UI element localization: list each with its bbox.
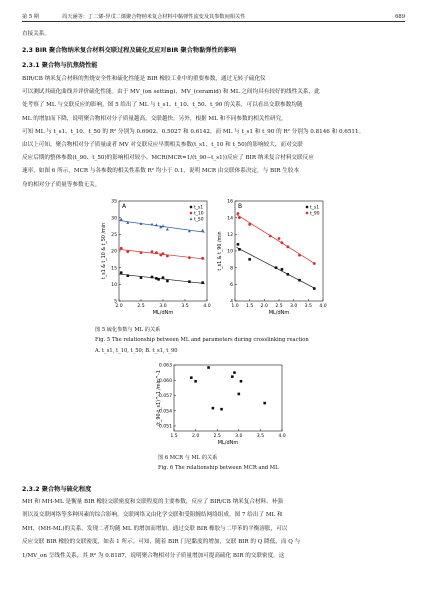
paragraph-line: ML 的增加而下降，说明聚合物相对分子质量越高，交联越快。另外，根据 ML 和不同参数的相关性研究， <box>22 115 287 122</box>
data-point <box>151 250 154 253</box>
x-tick-label: 4.0 <box>278 434 286 439</box>
data-point <box>298 279 301 282</box>
data-point <box>162 224 165 227</box>
figure-6-chart <box>138 362 288 450</box>
data-point <box>207 366 210 369</box>
panel-label: A <box>122 203 127 210</box>
data-point <box>155 251 158 254</box>
data-point <box>201 281 204 284</box>
paragraph-line: 剂以及交联网络等多种因素的综合影响。交联网络又由化学交联和受阻缠结网络组成，图 7 给出了 ML 和 <box>22 512 283 519</box>
panel-label: B <box>238 203 243 210</box>
paragraph-line: MH、(MH-ML)的关系，发现二者均随 ML 的增加而增加。通过交联 BIR 橡胶与二甲苯的平衡溶胀，可以 <box>22 525 288 532</box>
data-point <box>201 257 204 260</box>
header-rule <box>22 21 405 22</box>
y-tick-label: 0.051 <box>158 424 172 430</box>
data-point <box>162 276 165 279</box>
issue-number: 第 5 期 <box>22 14 39 20</box>
y-tick-label: 20 <box>111 249 117 255</box>
legend-marker <box>190 212 193 215</box>
x-tick-label: 1.0 <box>231 304 239 309</box>
figure-5 <box>95 197 327 322</box>
legend-label: t_s1 <box>194 205 203 211</box>
data-point <box>298 254 301 257</box>
data-point <box>120 218 123 221</box>
x-axis-label: ML/dNm <box>152 310 174 316</box>
fit-line <box>236 214 315 264</box>
x-tick-label: 1.5 <box>246 304 254 309</box>
legend-label: t_s1 <box>310 205 319 211</box>
data-point <box>151 223 154 226</box>
figure-5-panel-b <box>211 197 327 322</box>
paragraph-line: 反应交联 BIR 橡胶的交联密度，如表 1 所示。可知，随着 BIR 门尼黏度的增加，交联 BIR 的 Q 降低，而 Q 与 <box>22 539 301 546</box>
figure-5-caption-panels: A. t_s1, t_10, t_50; B. t_s1, t_90 <box>95 348 178 354</box>
data-point <box>286 245 289 248</box>
figure-5-caption-cn: 图 5 硫化参数与 ML 的关系 <box>95 327 161 333</box>
data-point <box>140 251 143 254</box>
data-point <box>140 276 143 279</box>
page-number: 689 <box>395 14 405 20</box>
data-point <box>313 287 316 290</box>
y-axis-label: (t_90-t_s1)^-1 /min^-1 <box>157 370 162 426</box>
data-point <box>126 250 129 253</box>
legend-marker <box>190 206 192 208</box>
data-point <box>220 408 223 411</box>
legend-label: t_90 <box>310 211 320 217</box>
data-point <box>166 255 169 258</box>
y-tick-label: 25 <box>111 232 117 238</box>
figure-6 <box>138 362 288 450</box>
data-point <box>194 380 197 383</box>
legend-marker <box>306 212 309 215</box>
figure-6-caption-en: Fig. 6 The relationship between MCR and ML <box>158 465 279 471</box>
running-header <box>22 8 405 20</box>
data-point <box>166 280 169 283</box>
x-tick-label: 4.0 <box>203 304 211 309</box>
data-point <box>120 271 123 274</box>
data-point <box>188 280 191 283</box>
x-tick-label: 4.0 <box>319 304 327 309</box>
section-heading: 2.3 BIR 聚合物纳米复合材料交联过程及硫化反应对BIR 聚合物黏弹性的影响 <box>22 47 237 54</box>
x-tick-label: 3.0 <box>159 304 167 309</box>
y-tick-label: 12 <box>227 232 233 238</box>
data-point <box>166 228 169 231</box>
data-point <box>190 376 193 379</box>
data-point <box>248 258 251 261</box>
fit-line <box>119 220 205 232</box>
paragraph-line: 处考察了 ML 与交联反应的影响。图 5 给出了 ML 与 t_s1、t_10、t_50、t_90 的关系，可以看出交联参数均随 <box>22 102 303 109</box>
x-tick-label: 2.0 <box>191 434 200 439</box>
data-point <box>212 407 215 410</box>
y-tick-label: 8 <box>230 266 233 272</box>
paragraph-line: 1/MV_on 呈线性关系，其 R² 为 0.8187，说明聚合物相对分子质量增加可提高硫化 BIR 的交联密度。这 <box>22 552 285 559</box>
x-tick-label: 2.5 <box>275 304 283 309</box>
data-point <box>233 371 236 374</box>
data-point <box>281 268 284 271</box>
data-point <box>269 235 272 238</box>
x-tick-label: 3.0 <box>235 434 243 439</box>
data-point <box>151 276 154 279</box>
figure-5-caption-en: Fig. 5 The relationship between ML and parameters during crosslinking reaction <box>95 337 309 343</box>
subsection-heading: 2.3.1 聚合物与抗焦烧性能 <box>22 62 98 69</box>
y-tick-label: 10 <box>111 282 117 288</box>
data-point <box>231 375 234 378</box>
y-tick-label: 5 <box>114 299 117 305</box>
data-point <box>157 278 160 281</box>
x-tick-label: 3.5 <box>256 434 265 439</box>
paragraph-line: 由以上可知，聚合物相对分子质量或者 MV 对交联反应早期相关参数(t_s1、t_10 和 t_50)的影响较大，而对交联 <box>22 142 303 148</box>
y-tick-label: 6 <box>230 282 233 288</box>
y-tick-label: 35 <box>111 199 117 205</box>
legend-marker <box>306 206 308 208</box>
legend-label: t_10 <box>194 211 204 217</box>
figure-6-caption-cn: 图 6 MCR 与 ML 的关系 <box>158 455 218 461</box>
data-point <box>237 243 240 246</box>
paragraph-line: BIR/CB 纳米复合材料的焦烧安全性和硫化性能是 BIR 橡胶工业中的重要参数，通过无转子硫化仪 <box>22 76 266 82</box>
x-axis-label: ML/dNm <box>217 440 239 446</box>
data-point <box>278 237 281 240</box>
data-point <box>248 223 251 226</box>
x-axis-label: ML/dNm <box>268 310 290 316</box>
figure-5-panel-a <box>95 197 211 322</box>
data-point <box>263 402 266 405</box>
y-tick-label: 0.057 <box>158 394 172 400</box>
running-title: 周天涵等：丁二烯-异戊二烯聚合物纳米复合材料中黏弹性流变及其参数间相关性 <box>62 14 246 20</box>
x-tick-label: 2.5 <box>137 304 145 309</box>
y-tick-label: 16 <box>227 199 233 205</box>
y-tick-label: 15 <box>111 266 117 272</box>
x-tick-label: 2.5 <box>213 434 221 439</box>
x-tick-label: 2.0 <box>115 304 123 309</box>
paragraph-line: 速率，如图 6 所示，MCR 与各参数的相关性系数 R² 均小于 0.1，说明 MCR 由交联体系决定，与 BIR 生胶本 <box>22 168 300 175</box>
y-axis-label: t_s1 & t_90 /min <box>218 231 223 271</box>
data-point <box>238 248 241 251</box>
data-point <box>287 273 290 276</box>
subsection-heading: 2.3.2 聚合物与硫化程度 <box>22 486 92 493</box>
data-point <box>237 212 240 215</box>
plot-frame <box>174 365 282 431</box>
paragraph-line: 可知 ML 与 t_s1、t_10、t_50 的 R² 分别为 0.6902、0.5027 和 0.6142，而 ML 与 t_s1 和 t_90 的 R² 分别为 0.8146 和 0.6511。 <box>22 128 365 135</box>
data-point <box>120 247 123 250</box>
y-tick-label: 0.063 <box>158 363 172 369</box>
paragraph-line: 可以测试其硫化曲线并评价硫化性能。由于 MV_(on setting)、MV_(ceramid) 和 ML 之间均具有较好的线性关系，此 <box>22 89 320 96</box>
y-tick-label: 14 <box>227 216 233 222</box>
x-tick-label: 3.5 <box>304 304 312 309</box>
data-point <box>281 241 284 244</box>
data-point <box>275 266 278 269</box>
data-point <box>127 274 130 277</box>
data-point <box>155 223 158 226</box>
legend-marker <box>190 218 193 221</box>
data-point <box>238 393 241 396</box>
data-point <box>188 256 191 259</box>
data-point <box>201 229 204 232</box>
paragraph-line: 身的相对分子质量等参数无关。 <box>22 181 101 188</box>
x-tick-label: 3.5 <box>181 304 189 309</box>
paragraph-line: 直接关系。 <box>22 31 50 37</box>
x-tick-label: 3.0 <box>290 304 298 309</box>
paragraph-line: 反应后期的整体参数(t_90、t_50)的影响相对较小。MCR(MCR=1/(t_90−t_s1))反应了 BIR 纳米复合材料交联反应 <box>22 155 314 162</box>
y-tick-label: 0.054 <box>158 409 172 415</box>
data-point <box>313 262 316 265</box>
y-axis-label: t_s1 & t_10 & t_50 /min <box>102 222 107 280</box>
data-point <box>238 216 241 219</box>
y-tick-label: 10 <box>227 249 233 255</box>
y-tick-label: 30 <box>111 216 117 222</box>
x-tick-label: 1.5 <box>170 434 178 439</box>
paragraph-line: MH 和 MH-ML 是衡量 BIR 橡胶交联密度和交联程度的主要参数，反应了 BIR/CB 纳米复合材料、补强 <box>22 499 283 505</box>
legend-label: t_50 <box>194 217 204 223</box>
data-point <box>162 252 165 255</box>
y-tick-label: 0.060 <box>158 378 172 384</box>
x-tick-label: 2.0 <box>260 304 268 309</box>
y-tick-label: 4 <box>230 299 233 305</box>
data-point <box>240 380 243 383</box>
